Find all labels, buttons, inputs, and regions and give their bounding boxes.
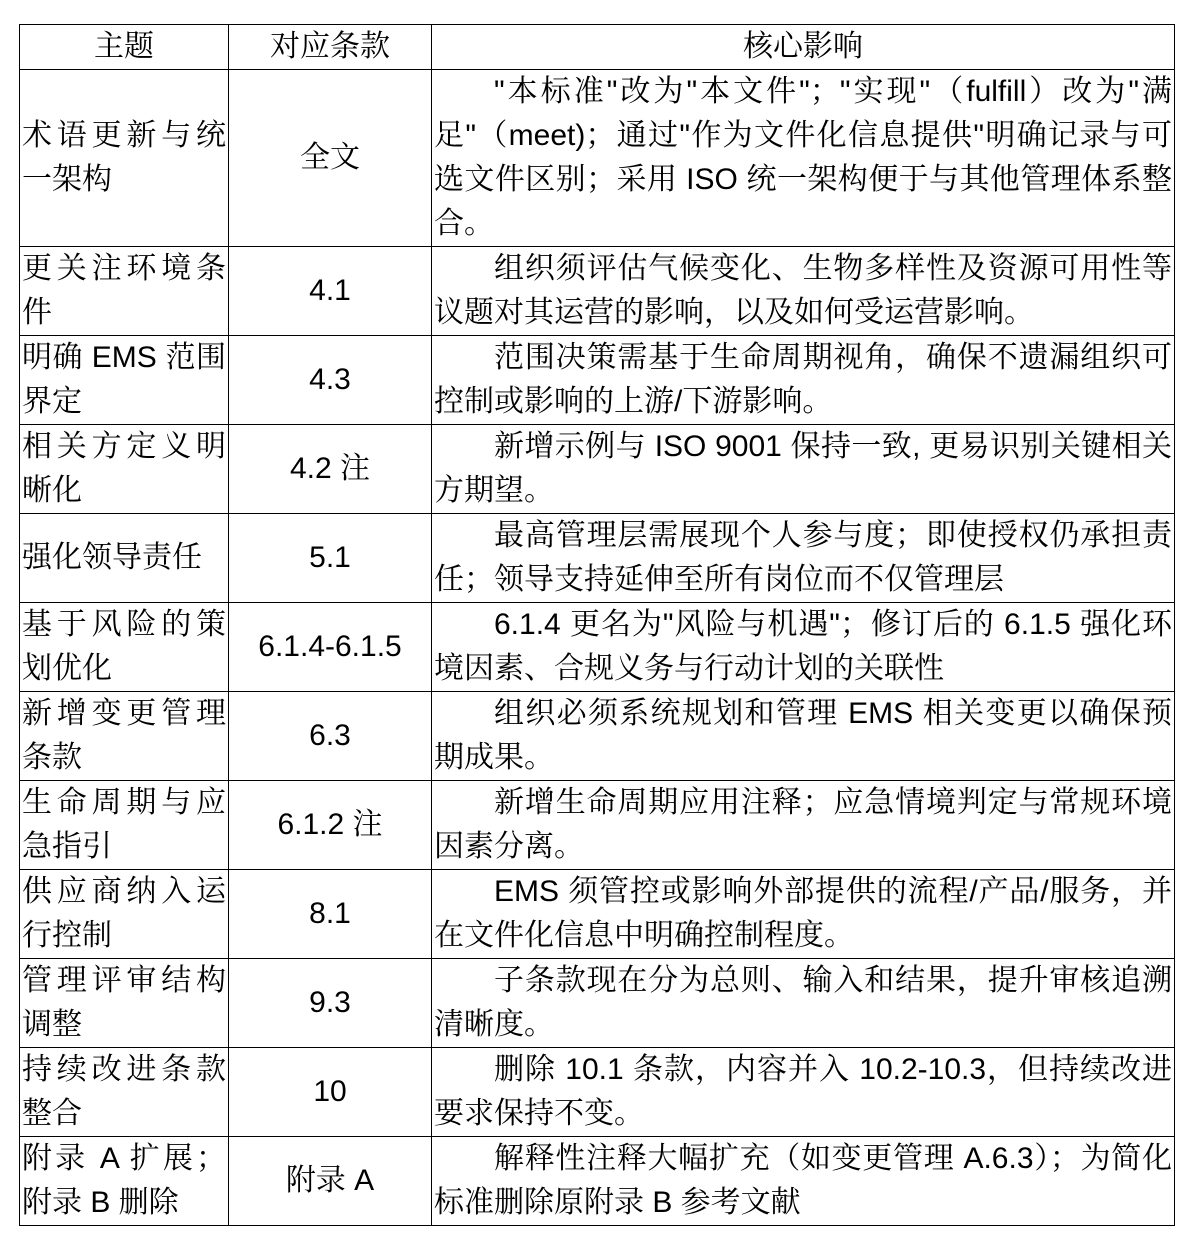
clause-cell: 附录 A	[229, 1137, 432, 1226]
impact-cell: 删除 10.1 条款，内容并入 10.2-10.3，但持续改进要求保持不变。	[432, 1048, 1175, 1137]
iso14001-changes-table	[19, 24, 1175, 1226]
table-row	[20, 870, 1175, 959]
clause-cell: 4.1	[229, 247, 432, 336]
topic-cell: 供应商纳入运行控制	[20, 870, 229, 959]
clause-cell: 4.2 注	[229, 425, 432, 514]
header-topic: 主题	[20, 25, 229, 70]
clause-cell: 10	[229, 1048, 432, 1137]
impact-cell: "本标准"改为"本文件"；"实现"（fulfill）改为"满足"（meet)；通过"作为文件化信息提供"明确记录与可选文件区别；采用 ISO 统一架构便于与其他管理体系整合。	[432, 70, 1175, 247]
topic-cell: 持续改进条款整合	[20, 1048, 229, 1137]
topic-cell: 基于风险的策划优化	[20, 603, 229, 692]
impact-cell: EMS 须管控或影响外部提供的流程/产品/服务，并在文件化信息中明确控制程度。	[432, 870, 1175, 959]
impact-cell: 范围决策需基于生命周期视角，确保不遗漏组织可控制或影响的上游/下游影响。	[432, 336, 1175, 425]
table-row	[20, 603, 1175, 692]
header-impact: 核心影响	[432, 25, 1175, 70]
table-row	[20, 70, 1175, 247]
clause-cell: 8.1	[229, 870, 432, 959]
impact-cell: 新增示例与 ISO 9001 保持一致, 更易识别关键相关方期望。	[432, 425, 1175, 514]
clause-cell: 5.1	[229, 514, 432, 603]
clause-cell: 6.1.2 注	[229, 781, 432, 870]
clause-cell: 4.3	[229, 336, 432, 425]
clause-cell: 6.1.4-6.1.5	[229, 603, 432, 692]
table-row	[20, 781, 1175, 870]
table-row	[20, 692, 1175, 781]
table-row	[20, 336, 1175, 425]
topic-cell: 相关方定义明晰化	[20, 425, 229, 514]
topic-cell: 强化领导责任	[20, 514, 229, 603]
table-row	[20, 425, 1175, 514]
impact-cell: 组织须评估气候变化、生物多样性及资源可用性等议题对其运营的影响，以及如何受运营影响。	[432, 247, 1175, 336]
impact-cell: 最高管理层需展现个人参与度；即使授权仍承担责任；领导支持延伸至所有岗位而不仅管理层	[432, 514, 1175, 603]
table-row	[20, 1137, 1175, 1226]
impact-cell: 解释性注释大幅扩充（如变更管理 A.6.3）；为简化标准删除原附录 B 参考文献	[432, 1137, 1175, 1226]
topic-cell: 明确 EMS 范围界定	[20, 336, 229, 425]
topic-cell: 术语更新与统一架构	[20, 70, 229, 247]
table-row	[20, 514, 1175, 603]
clause-cell: 全文	[229, 70, 432, 247]
table-row	[20, 959, 1175, 1048]
topic-cell: 附录 A 扩展；附录 B 删除	[20, 1137, 229, 1226]
clause-cell: 6.3	[229, 692, 432, 781]
impact-cell: 6.1.4 更名为"风险与机遇"；修订后的 6.1.5 强化环境因素、合规义务与行动计划的关联性	[432, 603, 1175, 692]
table-row	[20, 247, 1175, 336]
table-body	[20, 70, 1175, 1226]
header-row	[20, 25, 1175, 70]
topic-cell: 新增变更管理条款	[20, 692, 229, 781]
impact-cell: 新增生命周期应用注释；应急情境判定与常规环境因素分离。	[432, 781, 1175, 870]
table-row	[20, 1048, 1175, 1137]
topic-cell: 生命周期与应急指引	[20, 781, 229, 870]
impact-cell: 组织必须系统规划和管理 EMS 相关变更以确保预期成果。	[432, 692, 1175, 781]
impact-cell: 子条款现在分为总则、输入和结果，提升审核追溯清晰度。	[432, 959, 1175, 1048]
topic-cell: 管理评审结构调整	[20, 959, 229, 1048]
topic-cell: 更关注环境条件	[20, 247, 229, 336]
clause-cell: 9.3	[229, 959, 432, 1048]
header-clause: 对应条款	[229, 25, 432, 70]
